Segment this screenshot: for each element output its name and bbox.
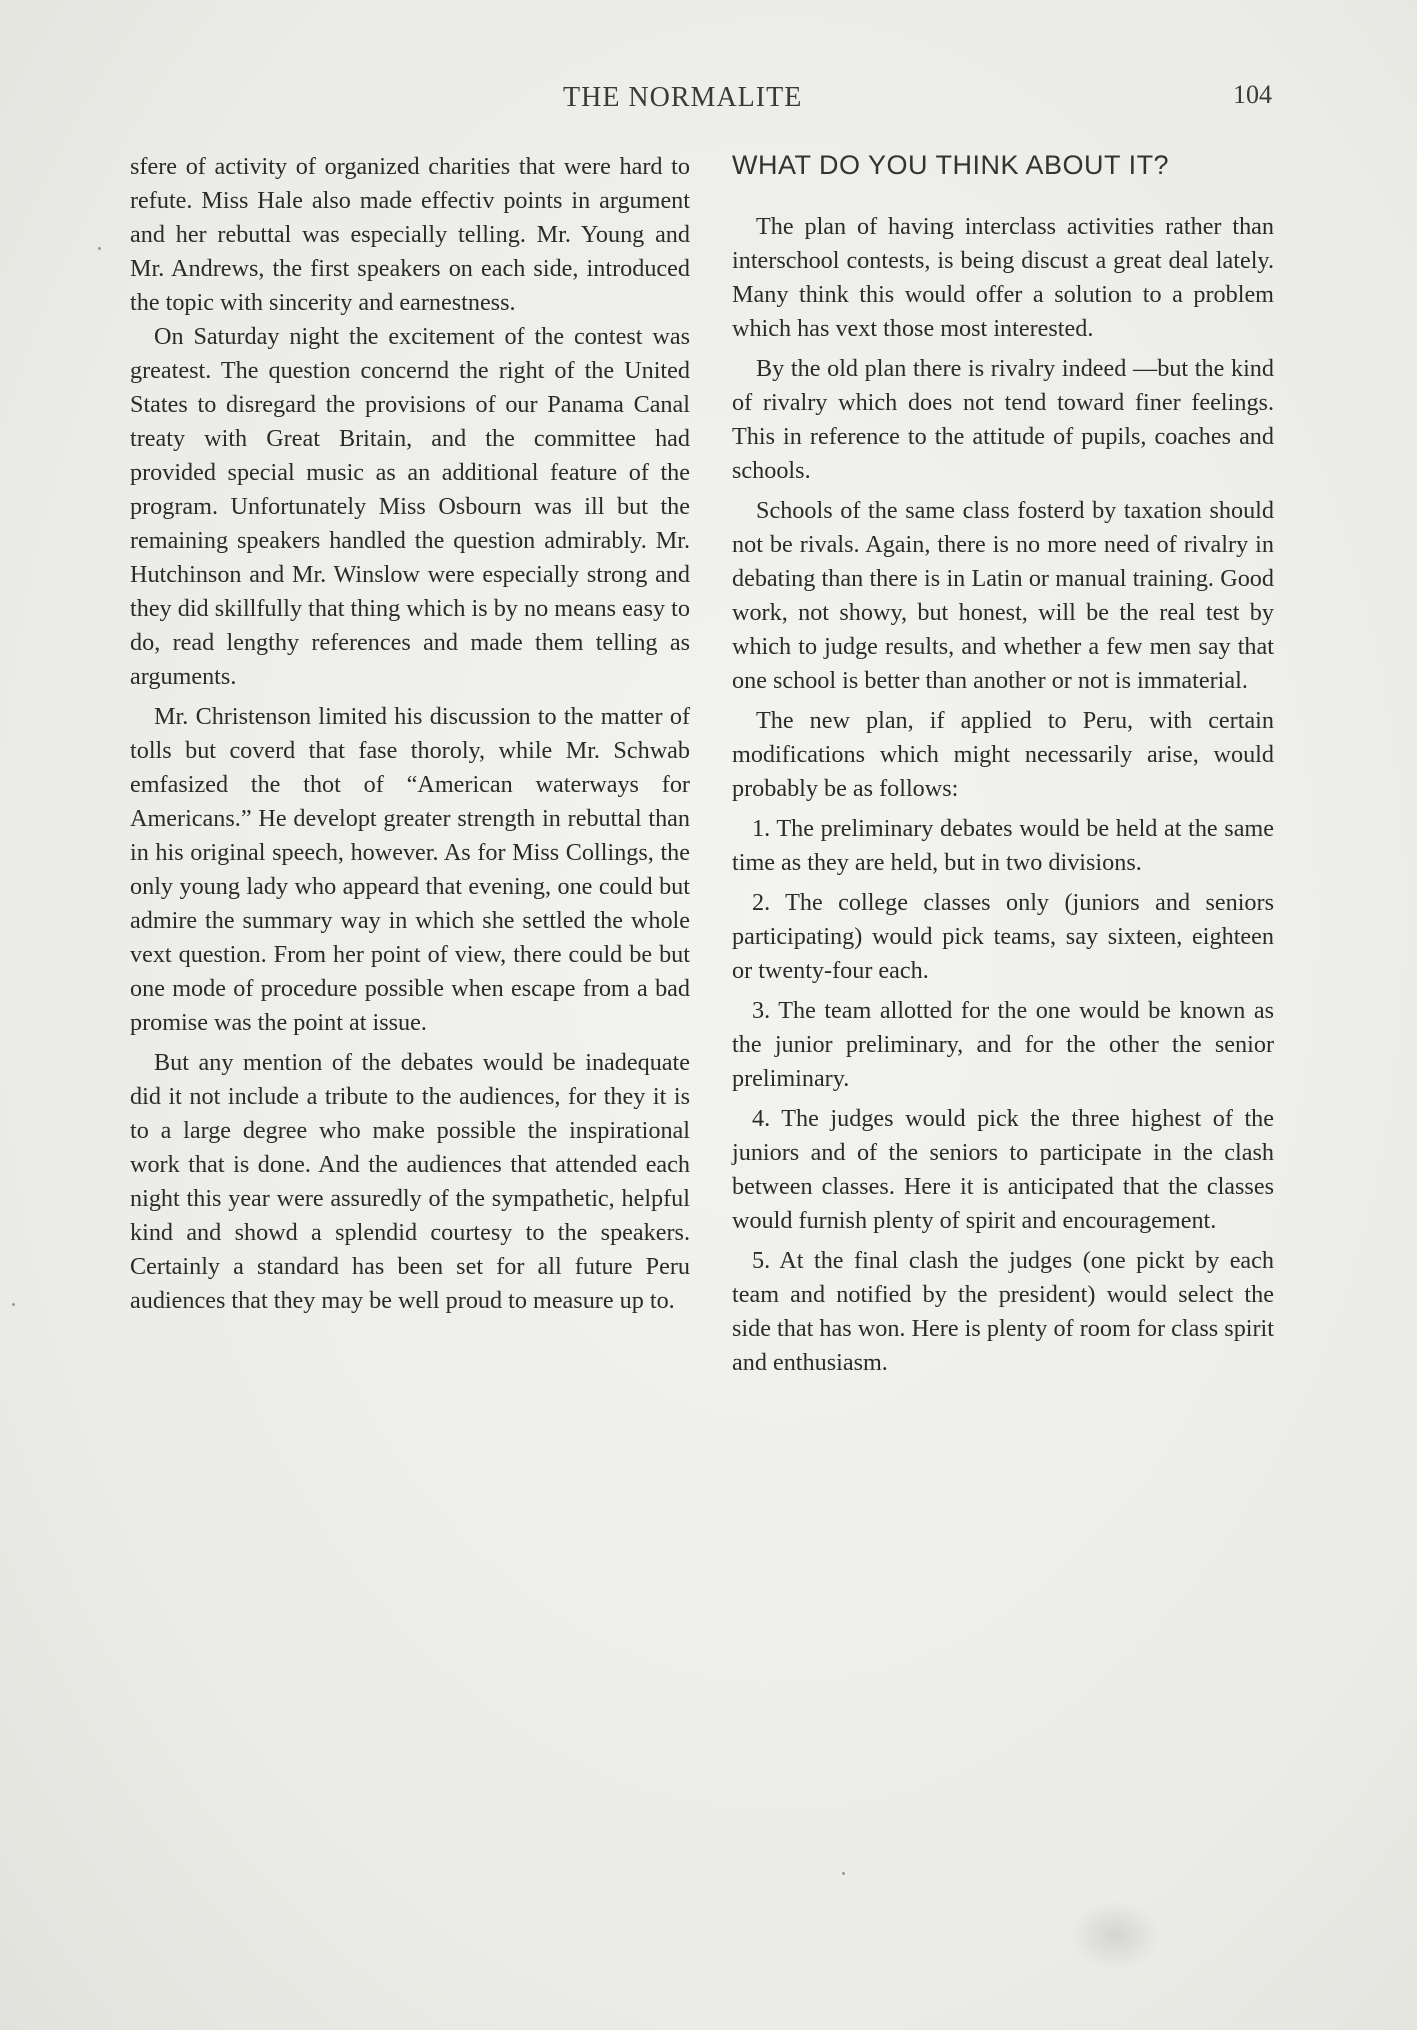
paragraph: But any mention of the debates would be inadequate did it not include a tribute to the audiences, for they it is to a large degree who make possible the inspirational work that is done. And the audiences that attended each night this year were assuredly of the sympathetic, helpful kind and showd a splendid courtesy to the speakers. Certainly a standard has been set for all future Peru audiences that they may be well proud to measure up to. <box>130 1049 690 1314</box>
paper-speck <box>12 1303 15 1306</box>
left-column <box>130 150 690 1318</box>
right-column <box>732 148 1274 1380</box>
paper-speck <box>842 1872 845 1875</box>
paragraph: Schools of the same class fosterd by taxation should not be rivals. Again, there is no more need of rivalry in debating than there is in Latin or manual training. Good work, not showy, but honest, will be the real test by which to judge results, and whether a few men say that one school is better than another or not is immaterial. <box>732 497 1274 694</box>
page-number: 104 <box>1233 80 1272 109</box>
list-item: 2. The college classes only (juniors and seniors participating) would pick teams, say sixteen, eighteen or twenty-four each. <box>732 889 1274 984</box>
paragraph: The plan of having interclass activities rather than interschool contests, is being discust a great deal lately. Many think this would offer a solution to a problem which has vext those most interested. <box>732 213 1274 342</box>
paragraph: sfere of activity of organized charities that were hard to refute. Miss Hale also made effectiv points in argument and her rebuttal was especially telling. Mr. Young and Mr. Andrews, the first speakers on each side, introduced the topic with sincerity and earnestness. <box>130 153 690 316</box>
section-heading: WHAT DO YOU THINK ABOUT IT? <box>732 150 1170 180</box>
paper-speck <box>98 247 101 250</box>
running-header-title: THE NORMALITE <box>563 82 803 113</box>
list-item: 4. The judges would pick the three highest of the juniors and of the seniors to participate in the clash between classes. Here it is anticipated that the classes would furnish plenty of spirit and encouragement. <box>732 1105 1274 1234</box>
list-item: 5. At the final clash the judges (one pickt by each team and notified by the president) would select the side that has won. Here is plenty of room for class spirit and enthusiasm. <box>732 1247 1274 1376</box>
list-item: 3. The team allotted for the one would be known as the junior preliminary, and for the other the senior preliminary. <box>732 997 1274 1092</box>
paragraph: On Saturday night the excitement of the contest was greatest. The question concernd the right of the United States to disregard the provisions of our Panama Canal treaty with Great Britain, and the committee had provided special music as an additional feature of the program. Unfortunately Miss Osbourn was ill but the remaining speakers handled the question admirably. Mr. Hutchinson and Mr. Winslow were especially strong and they did skillfully that thing which is by no means easy to do, read lengthy references and made them telling as arguments. <box>130 323 690 690</box>
paragraph: The new plan, if applied to Peru, with certain modifications which might necessarily arise, would probably be as follows: <box>732 707 1274 802</box>
paragraph: By the old plan there is rivalry indeed —but the kind of rivalry which does not tend toward finer feelings. This in reference to the attitude of pupils, coaches and schools. <box>732 355 1274 484</box>
paragraph: Mr. Christenson limited his discussion to the matter of tolls but coverd that fase thoroly, while Mr. Schwab emfasized the thot of “American waterways for Americans.” He developt greater strength in rebuttal than in his original speech, however. As for Miss Collings, the only young lady who appeard that evening, one could but admire the summary way in which she settled the whole vext question. From her point of view, there could be but one mode of procedure possible when escape from a bad promise was the point at issue. <box>130 703 690 1036</box>
list-item: 1. The preliminary debates would be held at the same time as they are held, but in two divisions. <box>732 815 1274 876</box>
paper-smudge <box>1070 1900 1160 1970</box>
